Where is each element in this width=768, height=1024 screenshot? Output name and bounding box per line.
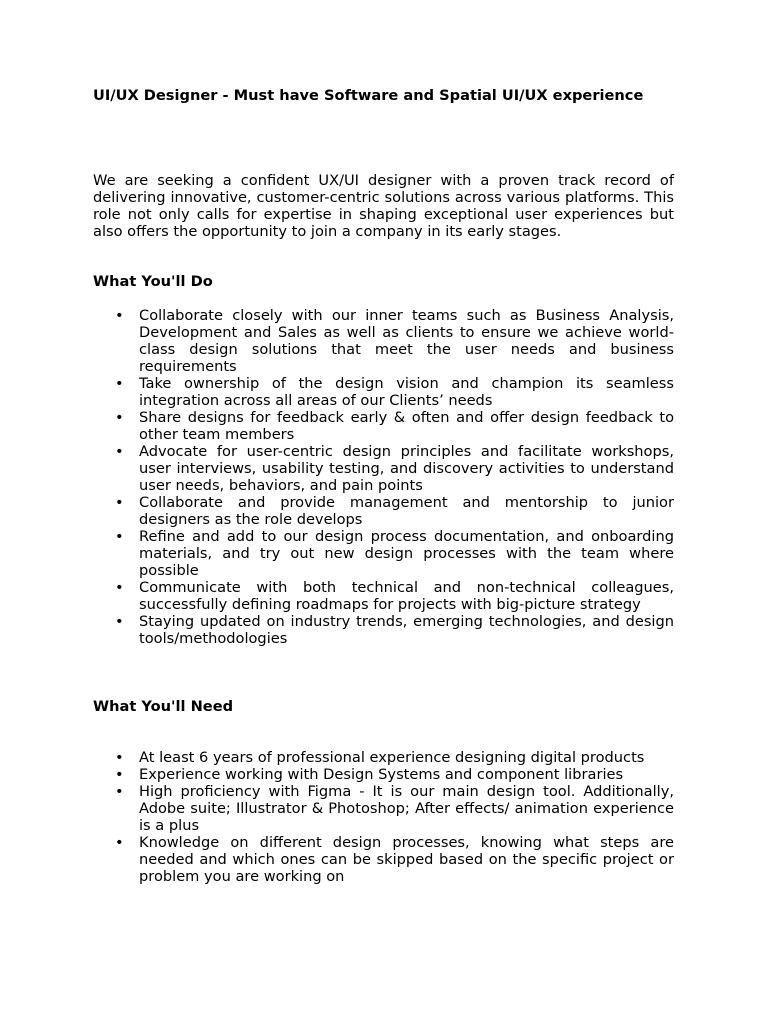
bullet-icon: •: [115, 443, 124, 460]
bullet-icon: •: [115, 766, 124, 783]
list-item-text: Staying updated on industry trends, emerging technologies, and design tools/methodologies: [139, 613, 674, 647]
bullet-icon: •: [115, 749, 124, 766]
list-item-text: Take ownership of the design vision and champion its seamless integration across all areas of our Clients’ needs: [139, 375, 674, 409]
list-item: [93, 307, 674, 375]
list-item: [93, 749, 674, 766]
bullet-icon: •: [115, 375, 124, 392]
what-youll-need-heading: What You'll Need: [93, 698, 234, 715]
what-youll-do-heading: What You'll Do: [93, 273, 213, 290]
what-youll-do-list: [93, 307, 674, 647]
list-item: [93, 834, 674, 885]
list-item-text: Communicate with both technical and non-technical colleagues, successfully defining roadmaps for projects with big-picture strategy: [139, 579, 674, 613]
bullet-icon: •: [115, 579, 124, 596]
list-item-text: High proficiency with Figma - It is our main design tool. Additionally, Adobe suite; Illustrator & Photoshop; After effects/ animation experience is a plus: [139, 783, 674, 834]
list-item: [93, 766, 674, 783]
what-youll-need-list: [93, 749, 674, 885]
list-item: [93, 409, 674, 443]
list-item-text: Knowledge on different design processes, knowing what steps are needed and which ones can be skipped based on the specific project or problem you are working on: [139, 834, 674, 885]
list-item-text: At least 6 years of professional experience designing digital products: [139, 749, 645, 766]
bullet-icon: •: [115, 528, 124, 545]
intro-paragraph: We are seeking a confident UX/UI designer with a proven track record of delivering innovative, customer-centric solutions across various platforms. This role not only calls for expertise in shaping exceptional user experiences but also offers the opportunity to join a company in its early stages.: [93, 172, 674, 240]
bullet-icon: •: [115, 409, 124, 426]
list-item: [93, 494, 674, 528]
list-item-text: Experience working with Design Systems and component libraries: [139, 766, 624, 783]
list-item: [93, 783, 674, 834]
list-item-text: Refine and add to our design process documentation, and onboarding materials, and try out new design processes with the team where possible: [139, 528, 674, 579]
list-item: [93, 613, 674, 647]
list-item-text: Collaborate closely with our inner teams such as Business Analysis, Development and Sales as well as clients to ensure we achieve world-class design solutions that meet the user needs and business requirements: [139, 307, 674, 375]
bullet-icon: •: [115, 834, 124, 851]
list-item-text: Share designs for feedback early & often and offer design feedback to other team members: [139, 409, 674, 443]
document-page: [93, 87, 674, 885]
list-item: [93, 443, 674, 494]
list-item: [93, 375, 674, 409]
list-item-text: Collaborate and provide management and mentorship to junior designers as the role develops: [139, 494, 674, 528]
list-item: [93, 579, 674, 613]
bullet-icon: •: [115, 783, 124, 800]
list-item: [93, 528, 674, 579]
bullet-icon: •: [115, 307, 124, 324]
list-item-text: Advocate for user-centric design principles and facilitate workshops, user interviews, usability testing, and discovery activities to understand user needs, behaviors, and pain points: [139, 443, 674, 494]
bullet-icon: •: [115, 494, 124, 511]
document-title: UI/UX Designer - Must have Software and Spatial UI/UX experience: [93, 87, 644, 104]
bullet-icon: •: [115, 613, 124, 630]
